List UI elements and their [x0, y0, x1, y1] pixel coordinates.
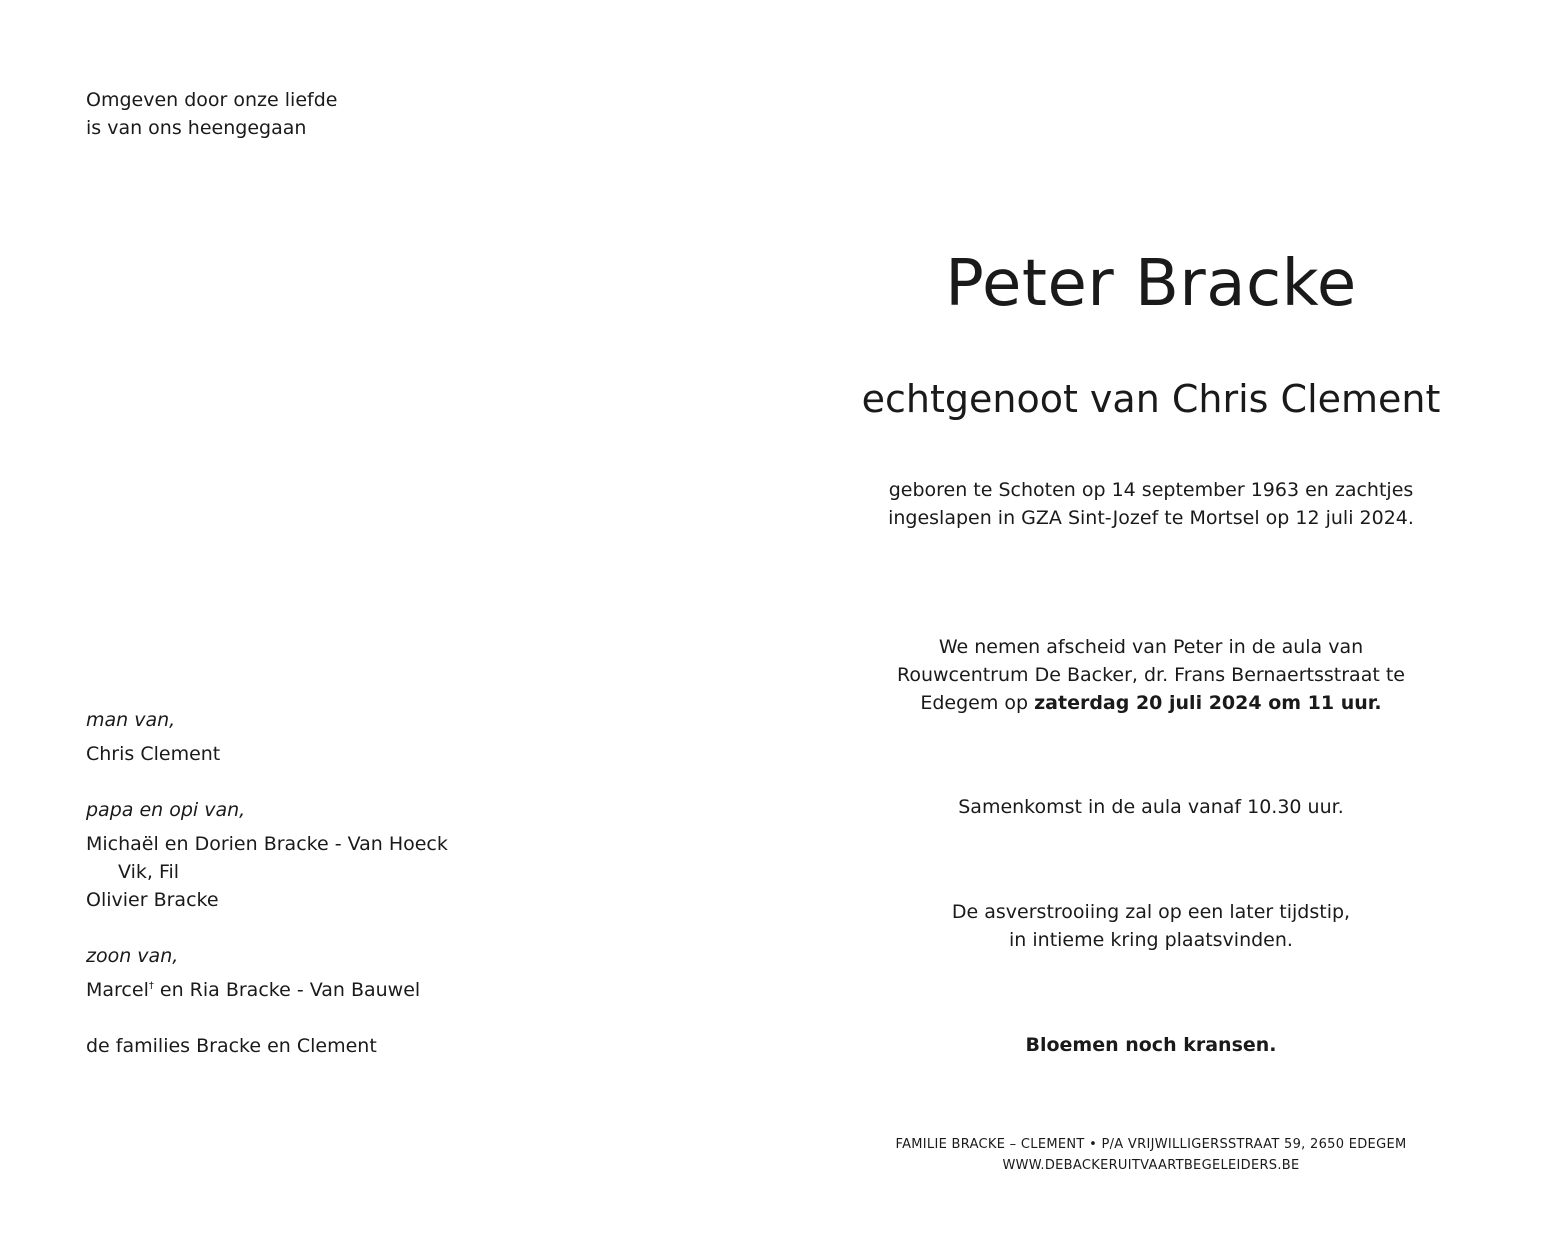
ceremony-datetime: zaterdag 20 juli 2024 om 11 uur.	[1034, 692, 1382, 714]
farewell-line-3	[852, 689, 1450, 717]
husband-name: Chris Clement	[86, 743, 221, 765]
intro-line-2: is van ons heengegaan	[86, 117, 307, 139]
ashes-text	[852, 898, 1450, 954]
spouse-line: echtgenoot van Chris Clement	[861, 377, 1441, 421]
families-line: de families Bracke en Clement	[86, 1035, 377, 1057]
ashes-line-2: in intieme kring plaatsvinden.	[1009, 929, 1293, 951]
footer	[852, 1134, 1450, 1176]
intro-line-1: Omgeven door onze liefde	[86, 89, 338, 111]
farewell-text	[852, 633, 1450, 717]
relations-list	[86, 706, 686, 1060]
parents-line	[86, 976, 686, 1004]
flowers-note: Bloemen noch kransen.	[1025, 1034, 1277, 1056]
son-group	[86, 942, 686, 1004]
child-2: Olivier Bracke	[86, 889, 219, 911]
footer-website: WWW.DEBACKERUITVAARTBEGELEIDERS.BE	[1002, 1158, 1300, 1173]
father-group	[86, 796, 686, 914]
deceased-name: Peter Bracke	[945, 247, 1357, 321]
parents-rest: en Ria Bracke - Van Bauwel	[153, 979, 421, 1001]
gathering-text: Samenkomst in de aula vanaf 10.30 uur.	[958, 796, 1344, 818]
son-heading: zoon van,	[86, 945, 179, 967]
ashes-line-1: De asverstrooiing zal op een later tijdstip,	[951, 901, 1351, 923]
father-heading: papa en opi van,	[86, 799, 246, 821]
dagger-icon: †	[148, 980, 154, 992]
birth-line-2: ingeslapen in GZA Sint-Jozef te Mortsel op 12 juli 2024.	[888, 507, 1414, 529]
husband-group	[86, 706, 686, 768]
farewell-line-2: Rouwcentrum De Backer, dr. Frans Bernaertsstraat te	[897, 664, 1405, 686]
intro-text	[86, 86, 337, 142]
footer-address: FAMILIE BRACKE – CLEMENT • P/A VRIJWILLIGERSSTRAAT 59, 2650 EDEGEM	[895, 1137, 1407, 1152]
child-family-1: Michaël en Dorien Bracke - Van Hoeck	[86, 833, 448, 855]
birth-text	[852, 476, 1450, 532]
grandchildren: Vik, Fil	[118, 861, 180, 883]
birth-line-1: geboren te Schoten op 14 september 1963 en zachtjes	[888, 479, 1414, 501]
farewell-line-1: We nemen afscheid van Peter in de aula van	[938, 636, 1364, 658]
farewell-line-3-prefix: Edegem op	[920, 692, 1035, 714]
father-name: Marcel	[86, 979, 149, 1001]
husband-heading: man van,	[86, 709, 176, 731]
